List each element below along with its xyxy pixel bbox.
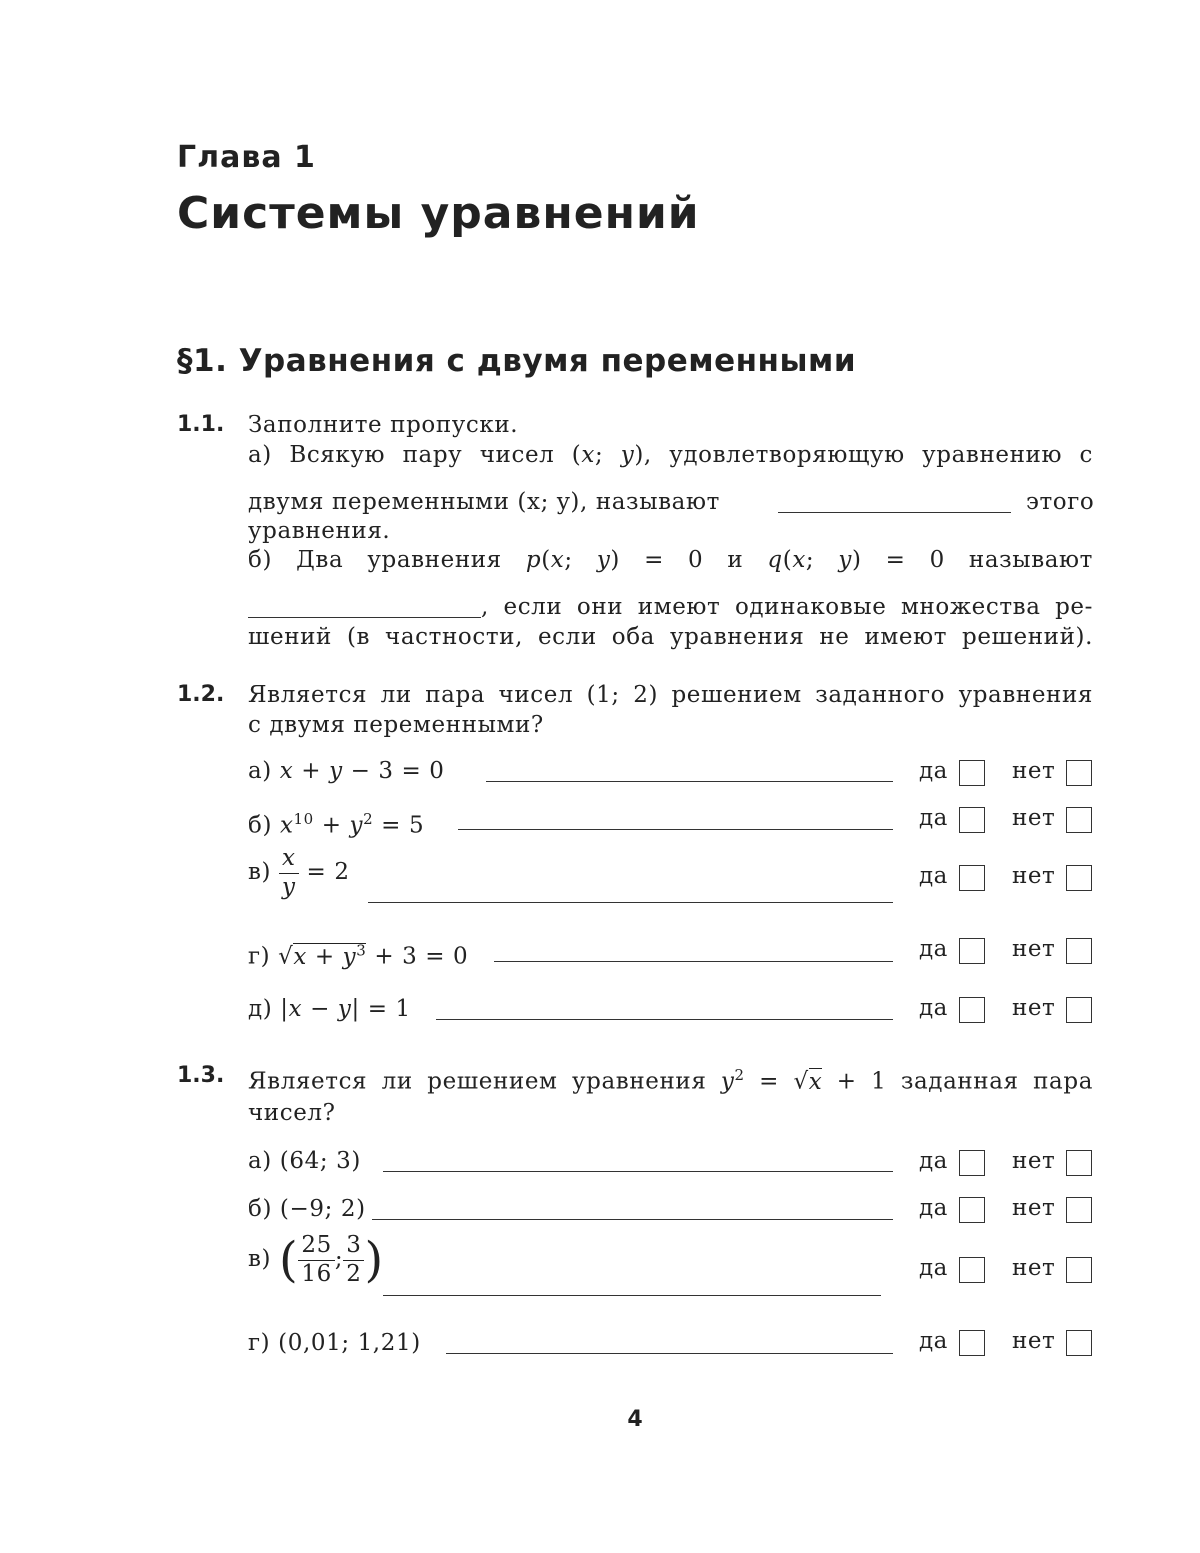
answer-blank[interactable]	[248, 617, 481, 618]
exercise-question: с двумя переменными?	[248, 712, 544, 738]
yes-checkbox[interactable]	[959, 1150, 985, 1176]
answer-blank[interactable]	[778, 512, 1011, 513]
answer-blank[interactable]	[494, 961, 893, 962]
no-label: нет	[1012, 1195, 1056, 1221]
no-checkbox[interactable]	[1066, 1257, 1092, 1283]
yes-label: да	[919, 1195, 948, 1221]
item-label: а) (64; 3)	[248, 1148, 361, 1174]
item-label: г) (0,01; 1,21)	[248, 1330, 421, 1356]
exercise-number: 1.1.	[177, 412, 225, 437]
exercise-number: 1.3.	[177, 1063, 225, 1088]
yes-label: да	[919, 1148, 948, 1174]
no-checkbox[interactable]	[1066, 1197, 1092, 1223]
chapter-label: Глава 1	[177, 140, 316, 175]
yes-label: да	[919, 758, 948, 784]
yes-checkbox[interactable]	[959, 807, 985, 833]
no-checkbox[interactable]	[1066, 1150, 1092, 1176]
answer-blank[interactable]	[446, 1353, 893, 1354]
no-label: нет	[1012, 995, 1056, 1021]
exercise-text: а) Всякую пару чисел (x; y), удовлетворяющую уравнению с	[248, 442, 1093, 468]
yes-label: да	[919, 1255, 948, 1281]
no-label: нет	[1012, 936, 1056, 962]
no-label: нет	[1012, 1328, 1056, 1354]
item-label: в) $\frac{x}{y}$ = 2	[248, 845, 350, 900]
answer-blank[interactable]	[486, 781, 893, 782]
yes-checkbox[interactable]	[959, 997, 985, 1023]
answer-blank[interactable]	[458, 829, 893, 830]
item-label: б) $x^{10} + y^2 = 5$	[248, 810, 425, 839]
no-label: нет	[1012, 758, 1056, 784]
item-label: в) ( $\frac{25}{16}$ ; $\frac{3}{2}$ )	[248, 1232, 384, 1289]
yes-checkbox[interactable]	[959, 760, 985, 786]
item-label: а) x + y − 3 = 0	[248, 758, 445, 784]
chapter-title: Системы уравнений	[177, 188, 700, 239]
no-checkbox[interactable]	[1066, 1330, 1092, 1356]
yes-label: да	[919, 805, 948, 831]
exercise-text: , если они имеют одинаковые множества ре-	[481, 594, 1093, 620]
no-checkbox[interactable]	[1066, 938, 1092, 964]
exercise-text: уравнения.	[248, 518, 391, 544]
exercise-text: шений (в частности, если оба уравнения не имеют решений).	[248, 624, 1093, 650]
no-label: нет	[1012, 1148, 1056, 1174]
no-label: нет	[1012, 1255, 1056, 1281]
exercise-question: Является ли пара чисел (1; 2) решением заданного уравнения	[248, 682, 1093, 708]
exercise-text: б) Два уравнения p(x; y) = 0 и q(x; y) = 0 называют	[248, 547, 1093, 573]
yes-checkbox[interactable]	[959, 1330, 985, 1356]
no-checkbox[interactable]	[1066, 807, 1092, 833]
exercise-question: Является ли решением уравнения $y^2 = √x + 1$ заданная пара	[248, 1066, 1094, 1095]
no-checkbox[interactable]	[1066, 997, 1092, 1023]
exercise-intro: Заполните пропуски.	[248, 412, 519, 438]
yes-label: да	[919, 1328, 948, 1354]
yes-label: да	[919, 936, 948, 962]
yes-label: да	[919, 863, 948, 889]
answer-blank[interactable]	[436, 1019, 893, 1020]
no-label: нет	[1012, 863, 1056, 889]
yes-checkbox[interactable]	[959, 1197, 985, 1223]
page-number: 4	[627, 1407, 643, 1432]
item-label: б) (−9; 2)	[248, 1196, 366, 1222]
answer-blank[interactable]	[383, 1171, 893, 1172]
exercise-question: чисел?	[248, 1100, 336, 1126]
answer-blank[interactable]	[372, 1219, 893, 1220]
exercise-text: двумя переменными (x; y), называют	[248, 489, 720, 515]
no-checkbox[interactable]	[1066, 865, 1092, 891]
exercise-text: этого	[1026, 489, 1095, 515]
yes-checkbox[interactable]	[959, 938, 985, 964]
yes-checkbox[interactable]	[959, 865, 985, 891]
exercise-number: 1.2.	[177, 682, 225, 707]
answer-blank[interactable]	[368, 902, 893, 903]
no-checkbox[interactable]	[1066, 760, 1092, 786]
no-label: нет	[1012, 805, 1056, 831]
yes-label: да	[919, 995, 948, 1021]
item-label: г) $√x + y^3 + 3 = 0$	[248, 941, 469, 970]
yes-checkbox[interactable]	[959, 1257, 985, 1283]
item-label: д) |x − y| = 1	[248, 996, 411, 1022]
answer-blank[interactable]	[383, 1295, 881, 1296]
section-title: §1. Уравнения с двумя переменными	[177, 343, 857, 379]
